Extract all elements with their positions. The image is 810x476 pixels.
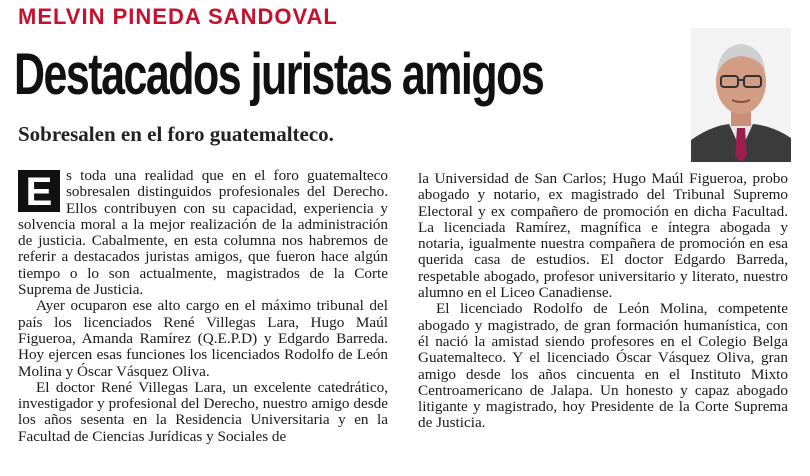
portrait-illustration	[691, 28, 791, 162]
subheadline: Sobresalen en el foro guatemalteco.	[18, 122, 334, 146]
article-paragraph: E s toda una realidad que en el foro guatemalteco sobresalen distinguidos profesionales del Derecho. Ellos contribuyen con su capacidad, experiencia y solvencia moral a la mejor realización de la administración de justicia. Cabalmente, en esta columna nos habremos de referir a destacados juristas amigos, que fueron hace algún tiempo o lo son actualmente, magistrados de la Corte Suprema de Justicia.	[18, 167, 388, 299]
author-name: MELVIN PINEDA SANDOVAL	[18, 4, 338, 29]
article-paragraph: El licenciado Rodolfo de León Molina, competente abogado y magistrado, de gran formación humanística, con él nació la amistad siendo profesores en el Colegio Belga Guatemalteco. Y el licenciado Óscar Vásquez Oliva, gran amigo desde los años cincuenta en el Instituto Mixto Centroamericano de Jalapa. Un honesto y capaz abogado litigante y magistrado, hoy Presidente de la Corte Suprema de Justicia.	[418, 300, 788, 432]
article-paragraph: El doctor René Villegas Lara, un excelente catedrático, investigador y profesional del Derecho, nuestro amigo desde los años sesenta en la Residencia Universitaria y en la Facultad de Ciencias Jurídicas y Sociales de	[18, 378, 388, 445]
article-paragraph: Ayer ocuparon ese alto cargo en el máximo tribunal del país los licenciados René Villegas Lara, Hugo Maúl Figueroa, Amanda Ramírez (Q.E.P.D) y Edgardo Barreda. Hoy ejercen esas funciones los licenciados Rodolfo de León Molina y Óscar Vásquez Oliva.	[18, 297, 388, 380]
article-column-1	[18, 168, 388, 445]
author-photo	[691, 28, 791, 162]
article-paragraph: la Universidad de San Carlos; Hugo Maúl Figueroa, probo abogado y notario, ex magistrado del Tribunal Supremo Electoral y ex compañero de promoción en dicha Facultad. La licenciada Ramírez, magnífica e íntegra abogada y notaria, igualmente nuestra compañera de promoción en esa querida casa de estudios. El doctor Edgardo Barreda, respetable abogado, profesor universitario y literato, nuestro alumno en el Liceo Canadiense.	[418, 170, 788, 302]
headline: Destacados juristas amigos	[14, 42, 544, 107]
drop-cap: E	[18, 170, 60, 212]
article-column-2	[418, 171, 788, 432]
